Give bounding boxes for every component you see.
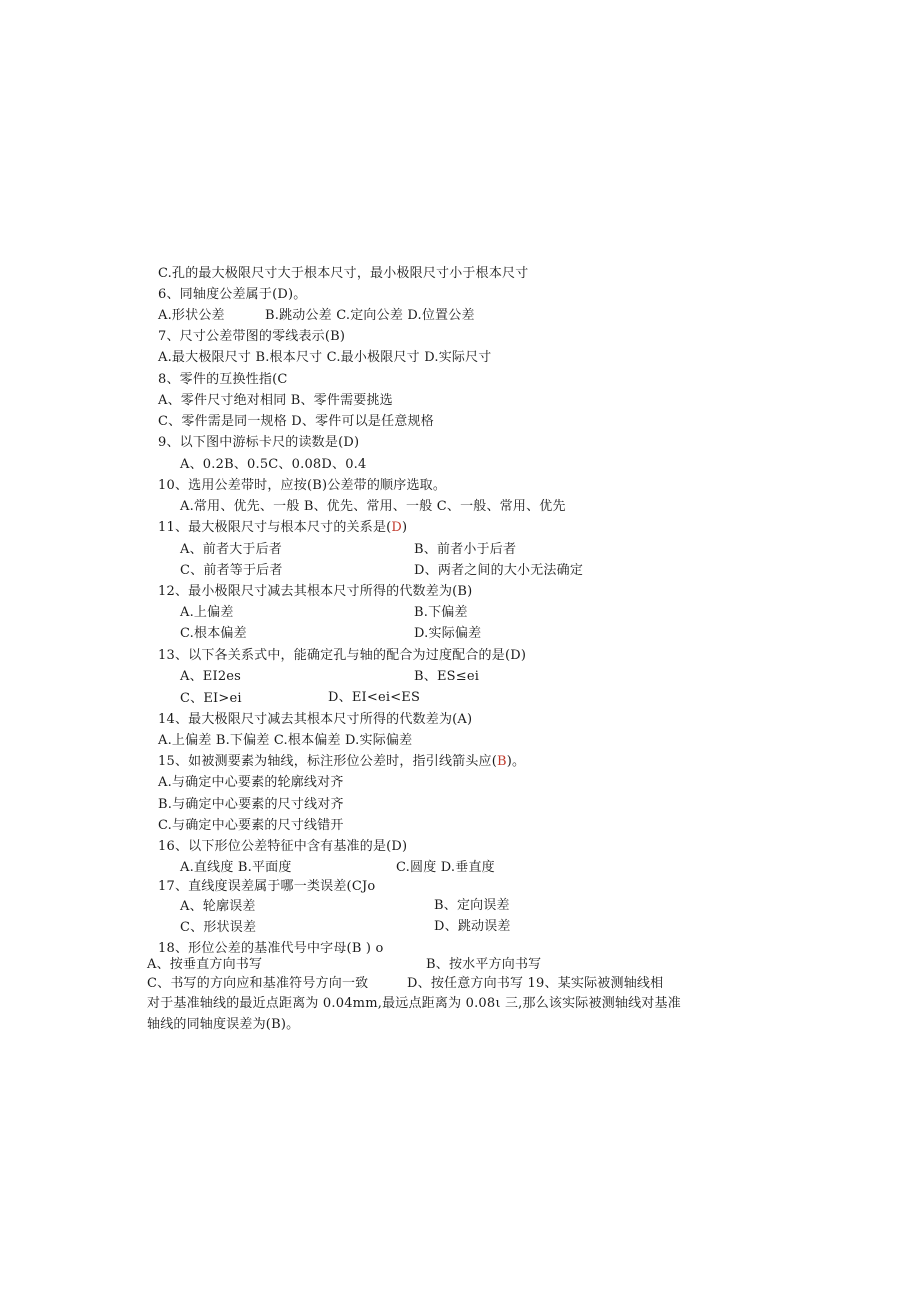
q11-close: ): [402, 520, 408, 535]
q9-options: A、0.2B、0.5C、0.08D、0.4: [180, 457, 367, 472]
q17-option-c: C、形状误差: [180, 920, 257, 935]
question-9: 9、以下图中游标卡尺的读数是(D): [158, 435, 360, 450]
q15-option-b: B.与确定中心要素的尺寸线对齐: [158, 797, 344, 812]
q11-answer: D: [391, 520, 403, 535]
text-line-c-hole: C.孔的最大极限尺寸大于根本尺寸，最小极限尺寸小于根本尺寸: [158, 266, 529, 281]
question-12: 12、最小极限尺寸减去其根本尺寸所得的代数差为(B): [158, 584, 473, 599]
q15-option-a: A.与确定中心要素的轮廓线对齐: [158, 775, 344, 790]
q18-option-d-question-19: D、按任意方向书写 19、某实际被测轴线相: [407, 976, 664, 991]
q8-options-ab: A、零件尺寸绝对相同 B、零件需要挑选: [158, 393, 393, 408]
q6-options-bcd: B.跳动公差 C.定向公差 D.位置公差: [265, 308, 475, 323]
q13-option-c: C、EI>ei: [180, 691, 242, 706]
question-13: 13、以下各关系式中，能确定孔与轴的配合为过度配合的是(D): [158, 648, 527, 663]
question-19-line-3: 轴线的同轴度误差为(B)。: [147, 1017, 300, 1032]
question-8: 8、零件的互换性指(C: [158, 372, 288, 387]
q17-option-b: B、定向误差: [434, 898, 510, 913]
q15-text: 15、如被测要素为轴线，标注形位公差时，指引线箭头应(: [158, 754, 498, 769]
q7-options: A.最大极限尺寸 B.根本尺寸 C.最小极限尺寸 D.实际尺寸: [158, 350, 492, 365]
q12-option-c: C.根本偏差: [180, 626, 247, 641]
q16-options-ab: A.直线度 B.平面度: [180, 860, 292, 875]
q18-option-a: A、按垂直方向书写: [147, 957, 263, 972]
q15-answer: B: [497, 754, 507, 769]
question-10: 10、选用公差带时，应按(B)公差带的顺序选取。: [158, 478, 447, 493]
q11-option-b: B、前者小于后者: [414, 542, 517, 557]
question-17: 17、直线度误差属于哪一类误差(CJo: [158, 879, 376, 894]
question-19-line-2: 对于基准轴线的最近点距离为 0.04mm,最远点距离为 0.08ι 三,那么该实际被测轴线对基准: [147, 996, 681, 1011]
q18-option-c: C、书写的方向应和基准符号方向一致: [147, 976, 369, 991]
question-14: 14、最大极限尺寸减去其根本尺寸所得的代数差为(A): [158, 712, 473, 727]
q11-option-c: C、前者等于后者: [180, 563, 283, 578]
question-7: 7、尺寸公差带图的零线表示(B): [158, 329, 346, 344]
q14-options: A.上偏差 B.下偏差 C.根本偏差 D.实际偏差: [158, 733, 413, 748]
q17-option-d: D、跳动误差: [434, 919, 511, 934]
question-11: [158, 519, 407, 537]
question-18: 18、形位公差的基准代号中字母(B ) o: [158, 941, 384, 956]
q13-option-b: B、ES≤ei: [414, 669, 480, 684]
q13-option-a: A、EI2es: [180, 669, 242, 684]
question-16: 16、以下形位公差特征中含有基准的是(D): [158, 839, 408, 854]
q16-options-cd: C.圆度 D.垂直度: [396, 860, 495, 875]
q17-option-a: A、轮廓误差: [180, 899, 256, 914]
q12-option-b: B.下偏差: [414, 605, 468, 620]
q18-option-b: B、按水平方向书写: [426, 957, 542, 972]
q12-option-a: A.上偏差: [180, 605, 234, 620]
q15-option-c: C.与确定中心要素的尺寸线错开: [158, 818, 344, 833]
q11-option-a: A、前者大于后者: [180, 542, 282, 557]
q11-option-d: D、两者之间的大小无法确定: [414, 563, 584, 578]
q13-option-d: D、EI<ei<ES: [328, 690, 421, 705]
q6-option-a: A.形状公差: [158, 308, 225, 323]
q11-text: 11、最大极限尺寸与根本尺寸的关系是(: [158, 520, 392, 535]
q15-close: )。: [506, 754, 526, 769]
q12-option-d: D.实际偏差: [414, 626, 482, 641]
question-6: 6、同轴度公差属于(D)。: [158, 287, 307, 302]
q8-options-cd: C、零件需是同一规格 D、零件可以是任意规格: [158, 414, 434, 429]
question-15: [158, 753, 525, 771]
q10-options: A.常用、优先、一般 B、优先、常用、一般 C、一般、常用、优先: [180, 499, 566, 514]
